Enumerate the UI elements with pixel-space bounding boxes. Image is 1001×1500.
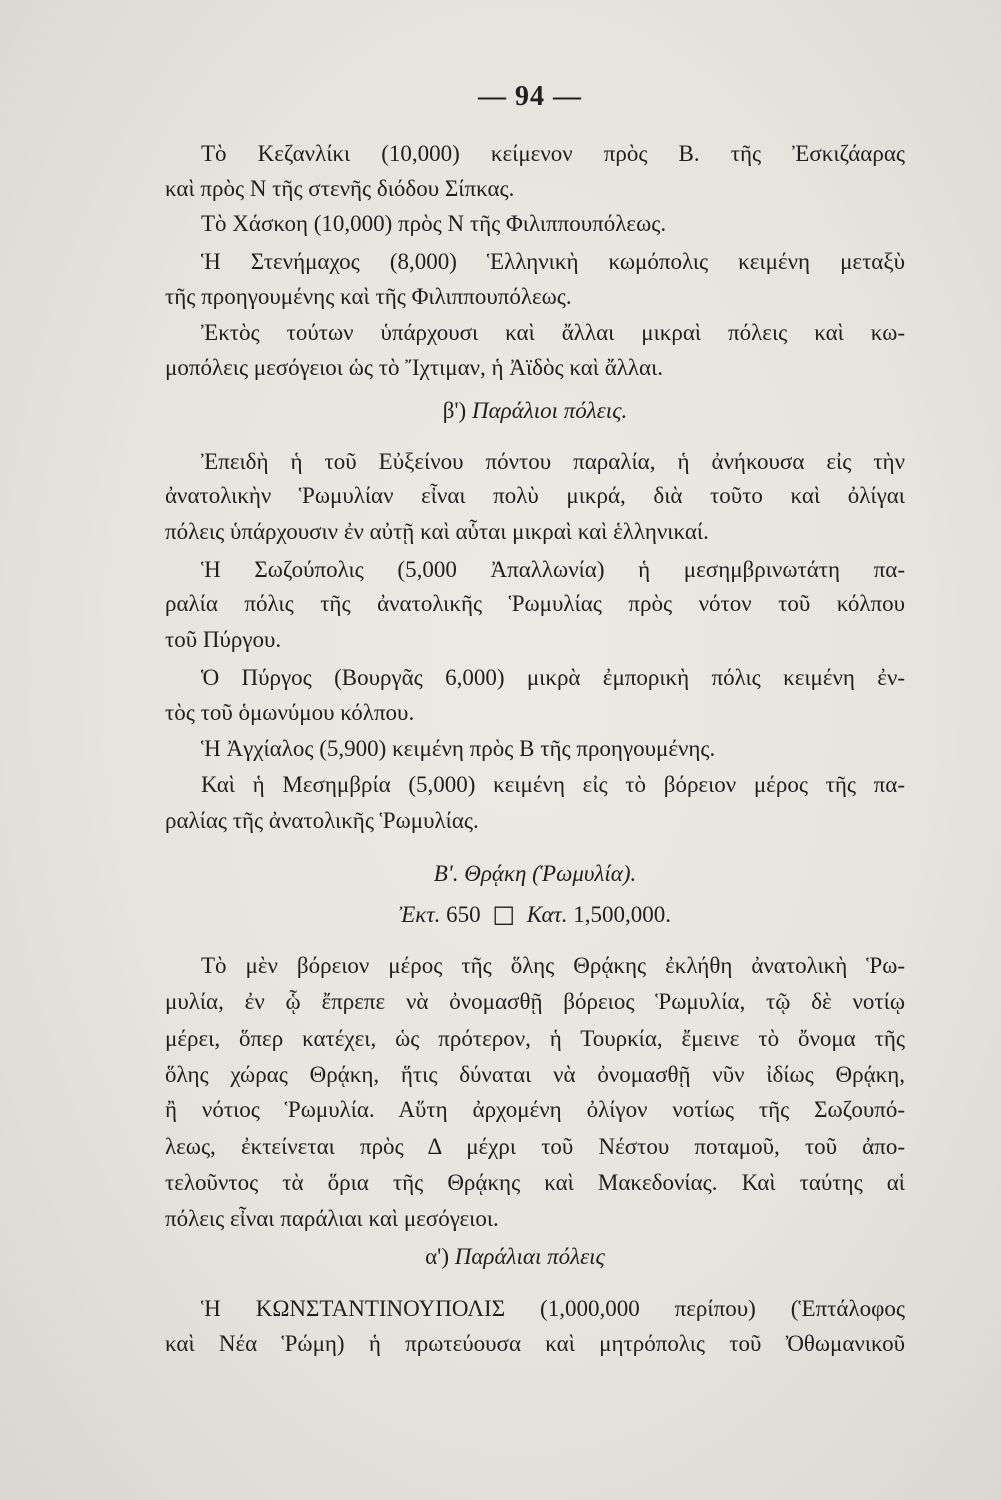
text-line: καὶ πρὸς Ν τῆς στενῆς διόδου Σίπκας. [165,176,515,201]
page-number: — 94 — [478,81,582,112]
area-value: 650 [446,902,481,927]
population-label: Κατ. [526,902,568,927]
heading-label: β') [442,398,467,423]
text-line: Τὸ Χάσκοη (10,000) πρὸς Ν τῆς Φιλιππουπόλεως. [201,211,667,236]
text-line: Ἡ Στενήμαχος (8,000) Ἑλληνικὴ κωμόπολις κειμένη μεταξὺ [201,249,905,274]
heading-label: α') [425,1244,449,1269]
text-line: ὅλης χώρας Θρᾴκη, ἥτις δύναται νὰ ὀνομασθῇ νῦν ἰδίως Θρᾴκη, [165,1062,905,1087]
subsection-heading [165,1241,905,1273]
text-line: μυλία, ἐν ᾧ ἔπρεπε νὰ ὀνομασθῇ βόρειος Ῥωμυλία, τῷ δὲ νοτίῳ [165,989,905,1014]
text-line: Ἐκτὸς τούτων ὑπάρχουσι καὶ ἄλλαι μικραὶ πόλεις καὶ κω- [201,320,905,345]
text-line: ἀνατολικὴν Ῥωμυλίαν εἶναι πολὺ μικρά, διὰ τοῦτο καὶ ὀλίγαι [165,483,905,508]
text-line: πόλεις ὑπάρχουσιν ἐν αὐτῇ καὶ αὗται μικραὶ καὶ ἑλληνικαί. [165,519,709,544]
square-unit-icon: □ [492,900,516,928]
subsection-heading [165,395,905,427]
text-line: καὶ Νέα Ῥώμη) ἡ πρωτεύουσα καὶ μητρόπολις τοῦ Ὀθωμανικοῦ [165,1331,905,1356]
text-line: ραλίας τῆς ἀνατολικῆς Ῥωμυλίας. [165,808,479,833]
area-population-line [165,898,905,930]
text-line: Ἡ Ἀγχίαλος (5,900) κειμένη πρὸς Β τῆς προηγουμένης. [201,736,716,761]
text-line: τὸς τοῦ ὁμωνύμου κόλπου. [165,700,415,725]
area-label: Ἐκτ. [399,902,441,927]
text-line: τελοῦντος τὰ ὅρια τῆς Θρᾴκης καὶ Μακεδονίας. Καὶ ταύτης αἱ [165,1170,905,1195]
text-line: Ὁ Πύργος (Βουργᾶς 6,000) μικρὰ ἐμπορικὴ πόλις κειμένη ἐν- [201,665,905,690]
text-line: τοῦ Πύργου. [165,627,282,652]
text-line: τῆς προηγουμένης καὶ τῆς Φιλιππουπόλεως. [165,284,572,309]
text-line: μέρει, ὅπερ κατέχει, ὡς πρότερον, ἡ Τουρκία, ἔμεινε τὸ ὄνομα τῆς [165,1026,905,1051]
text-line: Τὸ μὲν βόρειον μέρος τῆς ὅλης Θρᾴκης ἐκλήθη ἀνατολικὴ Ῥω- [201,953,905,978]
text-line: μοπόλεις μεσόγειοι ὡς τὸ Ἴχτιμαν, ἡ Ἀϊδὸς καὶ ἄλλαι. [165,355,664,380]
heading-title: Θρᾴκη (Ῥωμυλία). [464,861,637,886]
text-line: πόλεις εἶναι παράλιαι καὶ μεσόγειοι. [165,1206,499,1231]
text-line: Ἡ ΚΩΝΣΤΑΝΤΙΝΟΥΠΟΛΙΣ (1,000,000 περίπου) (Ἑπτάλοφος [201,1296,905,1321]
text-line: Καὶ ἡ Μεσημβρία (5,000) κειμένη εἰς τὸ βόρειον μέρος τῆς πα- [201,772,905,797]
text-line: Τὸ Κεζανλίκι (10,000) κείμενον πρὸς Β. τῆς Ἐσκιζάαρας [201,141,905,166]
population-value: 1,500,000. [573,902,671,927]
text-line: ραλία πόλις τῆς ἀνατολικῆς Ῥωμυλίας πρὸς νότον τοῦ κόλπου [165,591,905,616]
heading-title: Παράλιοι πόλεις. [471,398,628,423]
heading-label: Β'. [433,861,459,886]
text-line: λεως, ἐκτείνεται πρὸς Δ μέχρι τοῦ Νέστου ποταμοῦ, τοῦ ἀπο- [165,1134,905,1159]
text-line: ἢ νότιος Ῥωμυλία. Αὕτη ἀρχομένη ὀλίγον νοτίως τῆς Σωζουπό- [165,1097,905,1122]
text-line: Ἡ Σωζούπολις (5,000 Ἀπαλλωνία) ἡ μεσημβρινωτάτη πα- [201,557,905,582]
heading-title: Παράλιαι πόλεις [454,1244,605,1269]
text-line: Ἐπειδὴ ἡ τοῦ Εὐξείνου πόντου παραλία, ἡ ἀνήκουσα εἰς τὴν [201,449,905,474]
section-heading [165,858,905,890]
